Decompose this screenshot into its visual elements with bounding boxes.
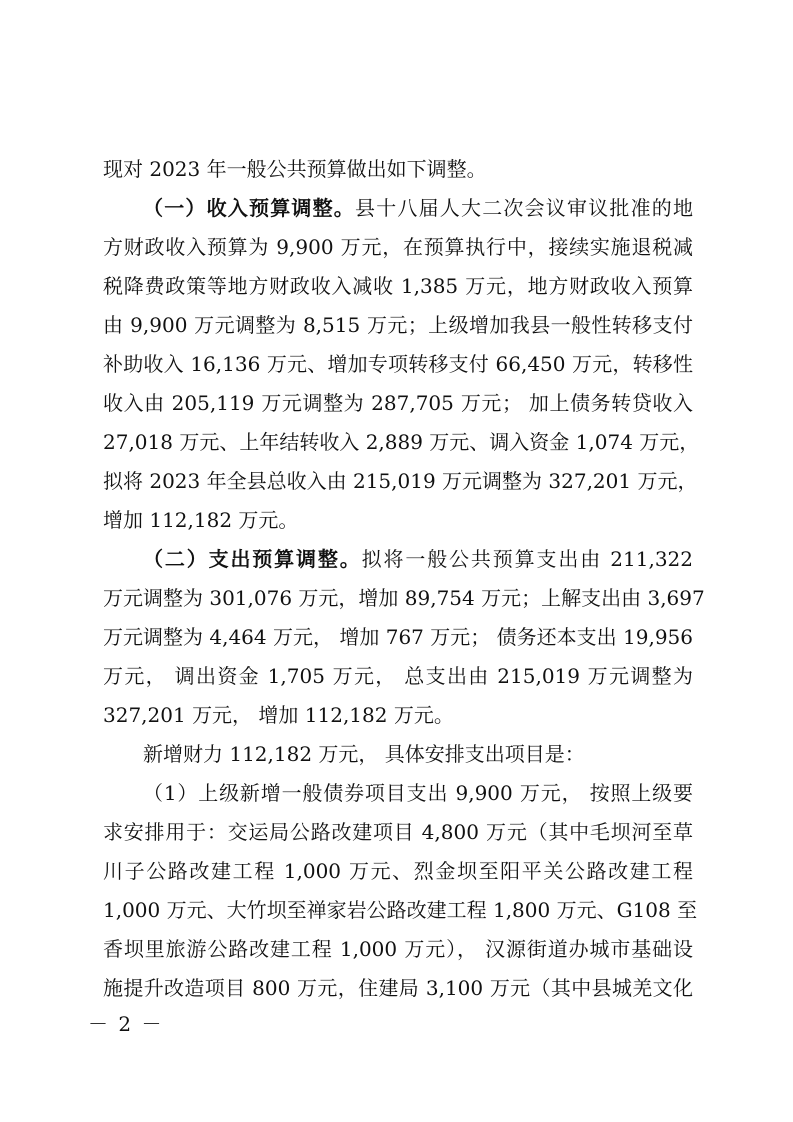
text-line: 1,000 万元、大竹坝至禅家岩公路改建工程 1,800 万元、G108 至	[103, 898, 698, 922]
page-number: － 2 －	[88, 1012, 164, 1036]
text-line: 由 9,900 万元调整为 8,515 万元；上级增加我县一般性转移支付	[103, 313, 693, 337]
text-line: 收入由 205,119 万元调整为 287,705 万元； 加上债务转贷收入	[103, 391, 693, 415]
text-line: 拟将 2023 年全县总收入由 215,019 万元调整为 327,201 万元，	[103, 469, 698, 493]
text-line: 补助收入 16,136 万元、增加专项转移支付 66,450 万元，转移性	[103, 352, 693, 376]
text-line: 增加 112,182 万元。	[103, 508, 299, 532]
text-line: （一）收入预算调整。县十八届人大二次会议审议批准的地	[143, 196, 693, 220]
section-heading: （二）支出预算调整。	[143, 547, 362, 571]
text-line: 税降费政策等地方财政收入减收 1,385 万元，地方财政收入预算	[103, 274, 693, 298]
text-line: 新增财力 112,182 万元， 具体安排支出项目是：	[143, 742, 585, 766]
body-text	[103, 150, 705, 1008]
text-line: 现对 2023 年一般公共预算做出如下调整。	[103, 157, 487, 181]
text-line: （二）支出预算调整。拟将一般公共预算支出由 211,322	[143, 547, 694, 571]
text-line: 万元调整为 4,464 万元， 增加 767 万元； 债务还本支出 19,956	[103, 625, 693, 649]
text-line: 27,018 万元、上年结转收入 2,889 万元、调入资金 1,074 万元，	[103, 430, 700, 454]
text-line: 香坝里旅游公路改建工程 1,000 万元）， 汉源街道办城市基础设	[103, 937, 693, 961]
text-line: 万元调整为 301,076 万元，增加 89,754 万元；上解支出由 3,697	[103, 586, 705, 610]
text-line: 川子公路改建工程 1,000 万元、烈金坝至阳平关公路改建工程	[103, 859, 693, 883]
text-line: （1）上级新增一般债券项目支出 9,900 万元， 按照上级要	[143, 781, 693, 805]
text-line: 327,201 万元， 增加 112,182 万元。	[103, 703, 454, 727]
section-heading: （一）收入预算调整。	[143, 196, 355, 220]
text-line: 方财政收入预算为 9,900 万元，在预算执行中，接续实施退税减	[103, 235, 693, 259]
text-line: 万元， 调出资金 1,705 万元， 总支出由 215,019 万元调整为	[103, 664, 693, 688]
text-line: 求安排用于：交运局公路改建项目 4,800 万元（其中毛坝河至草	[103, 820, 693, 844]
text-line: 施提升改造项目 800 万元，住建局 3,100 万元（其中县城羌文化	[103, 976, 693, 1000]
